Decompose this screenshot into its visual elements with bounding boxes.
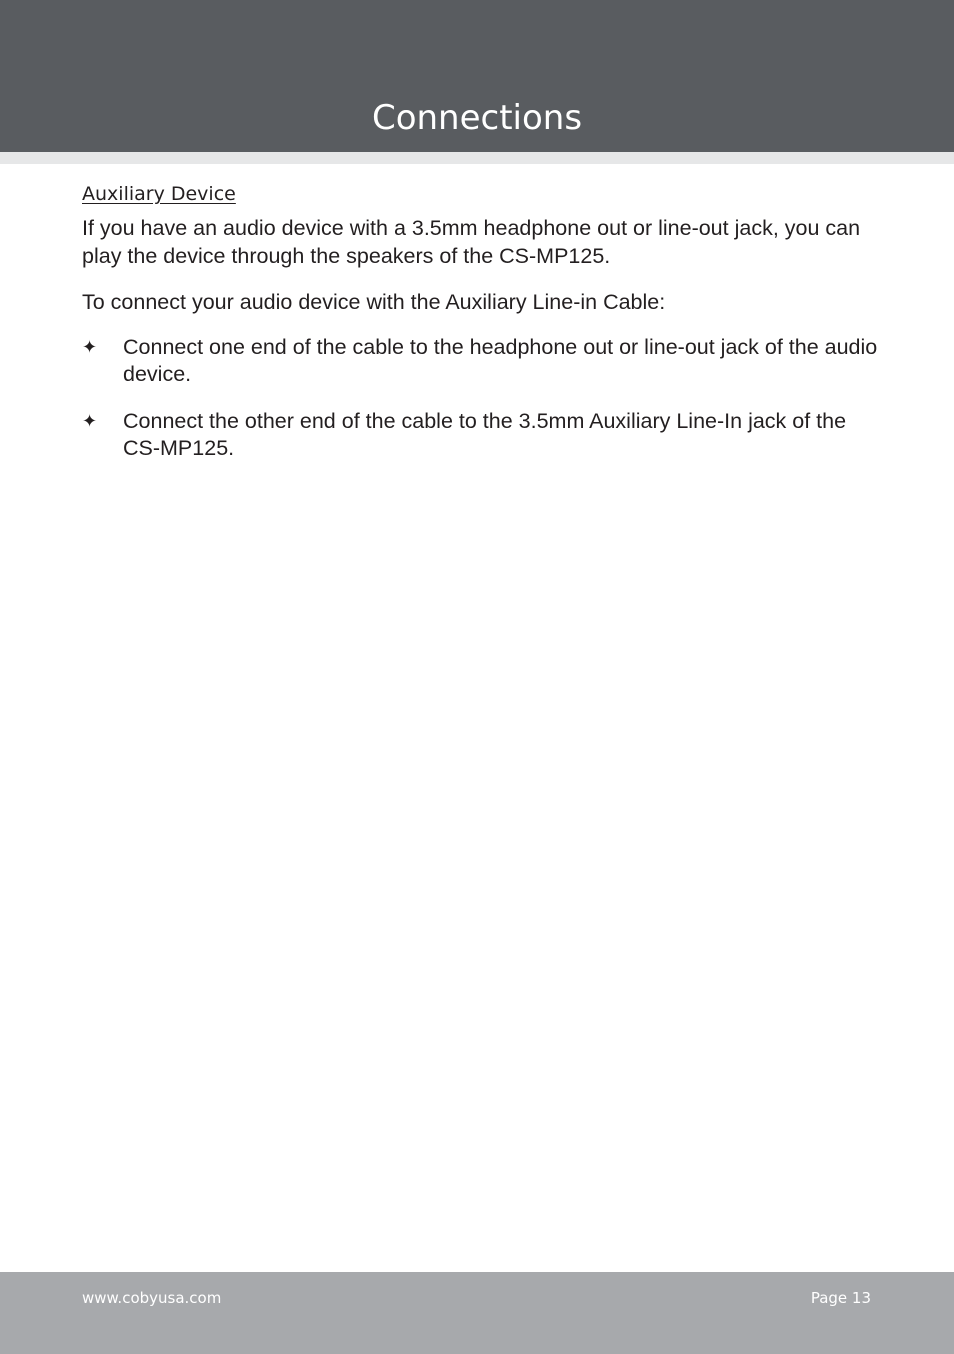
instruction-paragraph: To connect your audio device with the Auxiliary Line-in Cable: [82, 290, 666, 314]
list-item [82, 408, 882, 462]
section-heading: Auxiliary Device [82, 183, 236, 205]
four-pointed-star-icon: ✦ [82, 337, 98, 357]
page-header [0, 0, 954, 152]
page-title: Connections [371, 98, 583, 138]
page-footer [0, 1272, 954, 1354]
header-divider [0, 152, 954, 164]
main-content [82, 178, 882, 482]
list-item-text: Connect the other end of the cable to the 3.5mm Auxiliary Line-In jack of the CS-MP125. [123, 409, 847, 460]
four-pointed-star-icon: ✦ [82, 411, 98, 431]
intro-paragraph: If you have an audio device with a 3.5mm headphone out or line-out jack, you can play the device through the speakers of the CS-MP125. [82, 216, 861, 268]
list-item-text: Connect one end of the cable to the headphone out or line-out jack of the audio device. [123, 335, 878, 386]
list-item [82, 334, 882, 388]
page-number: Page 13 [810, 1289, 871, 1307]
website-url: www.cobyusa.com [82, 1289, 222, 1307]
